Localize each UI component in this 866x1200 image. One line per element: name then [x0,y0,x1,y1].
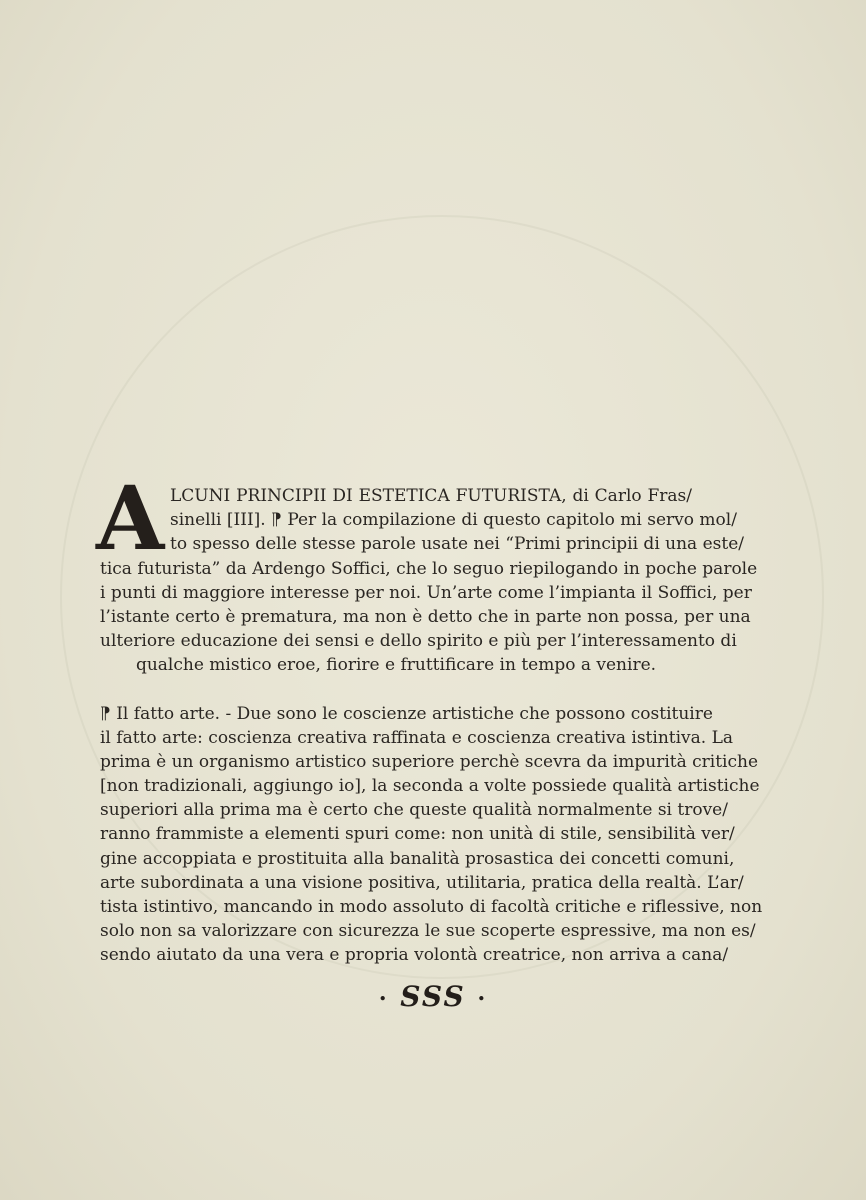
dropcap: A [96,466,165,570]
page-number [0,980,866,1013]
section-line-9: tista istintivo, mancando in modo assoluto di facoltà critiche e riflessive, non [100,897,763,917]
section-line-2: il fatto arte: coscienza creativa raffinata e coscienza creativa istintiva. La [100,727,734,748]
paragraph-gap [100,678,692,702]
section-line-5: superiori alla prima ma è certo che queste qualità normalmente si trove/ [100,800,728,821]
section-line-3: prima è un organismo artistico superiore perchè scevra da impurità critiche [100,751,759,772]
section-line-10: solo non sa valorizzare con sicurezza le sue scoperte espressive, ma non es/ [100,921,756,942]
heading-line-2: sinelli [III]. ⁋ Per la compilazione di questo capitolo mi servo mol/ [170,510,737,531]
folio-right-mark: • [477,991,488,1006]
heading-line-3: to spesso delle stesse parole usate nei “Primi principii di una este/ [170,534,744,555]
section-line-11: sendo aiutato da una vera e propria volontà creatrice, non arriva a cana/ [100,945,729,966]
section-line-4: [non tradizionali, aggiungo io], la seconda a volte possiede qualità artistiche [100,776,760,797]
section-line-6: ranno frammiste a elementi spuri come: non unità di stile, sensibilità ver/ [100,824,735,845]
article-text [96,466,763,968]
intro-line-2: i punti di maggiore interesse per noi. Un’arte come l’impianta il Soffici, per [100,582,752,603]
intro-line-4: ulteriore educazione dei sensi e dello spirito e più per l’interessamento di [100,631,737,652]
folio-left-mark: • [378,991,389,1006]
section-line-7: gine accoppiata e prostituita alla banalità prosastica dei concetti comuni, [100,848,735,869]
intro-line-5: qualche mistico eroe, fiorire e fruttificare in tempo a venire. [135,655,657,676]
intro-line-3: l’istante certo è prematura, ma non è detto che in parte non possa, per una [100,606,751,627]
section-line-8: arte subordinata a una visione positiva, utilitaria, pratica della realtà. L’ar/ [100,872,744,893]
intro-line-1: tica futurista” da Ardengo Soffici, che lo seguo riepilogando in poche parole [100,558,758,579]
heading-line-1: LCUNI PRINCIPII DI ESTETICA FUTURISTA, di Carlo Fras/ [170,486,692,506]
section-line-1: ⁋ Il fatto arte. - Due sono le coscienze artistiche che possono costituire [100,703,713,724]
folio-number: SSS [400,980,466,1013]
